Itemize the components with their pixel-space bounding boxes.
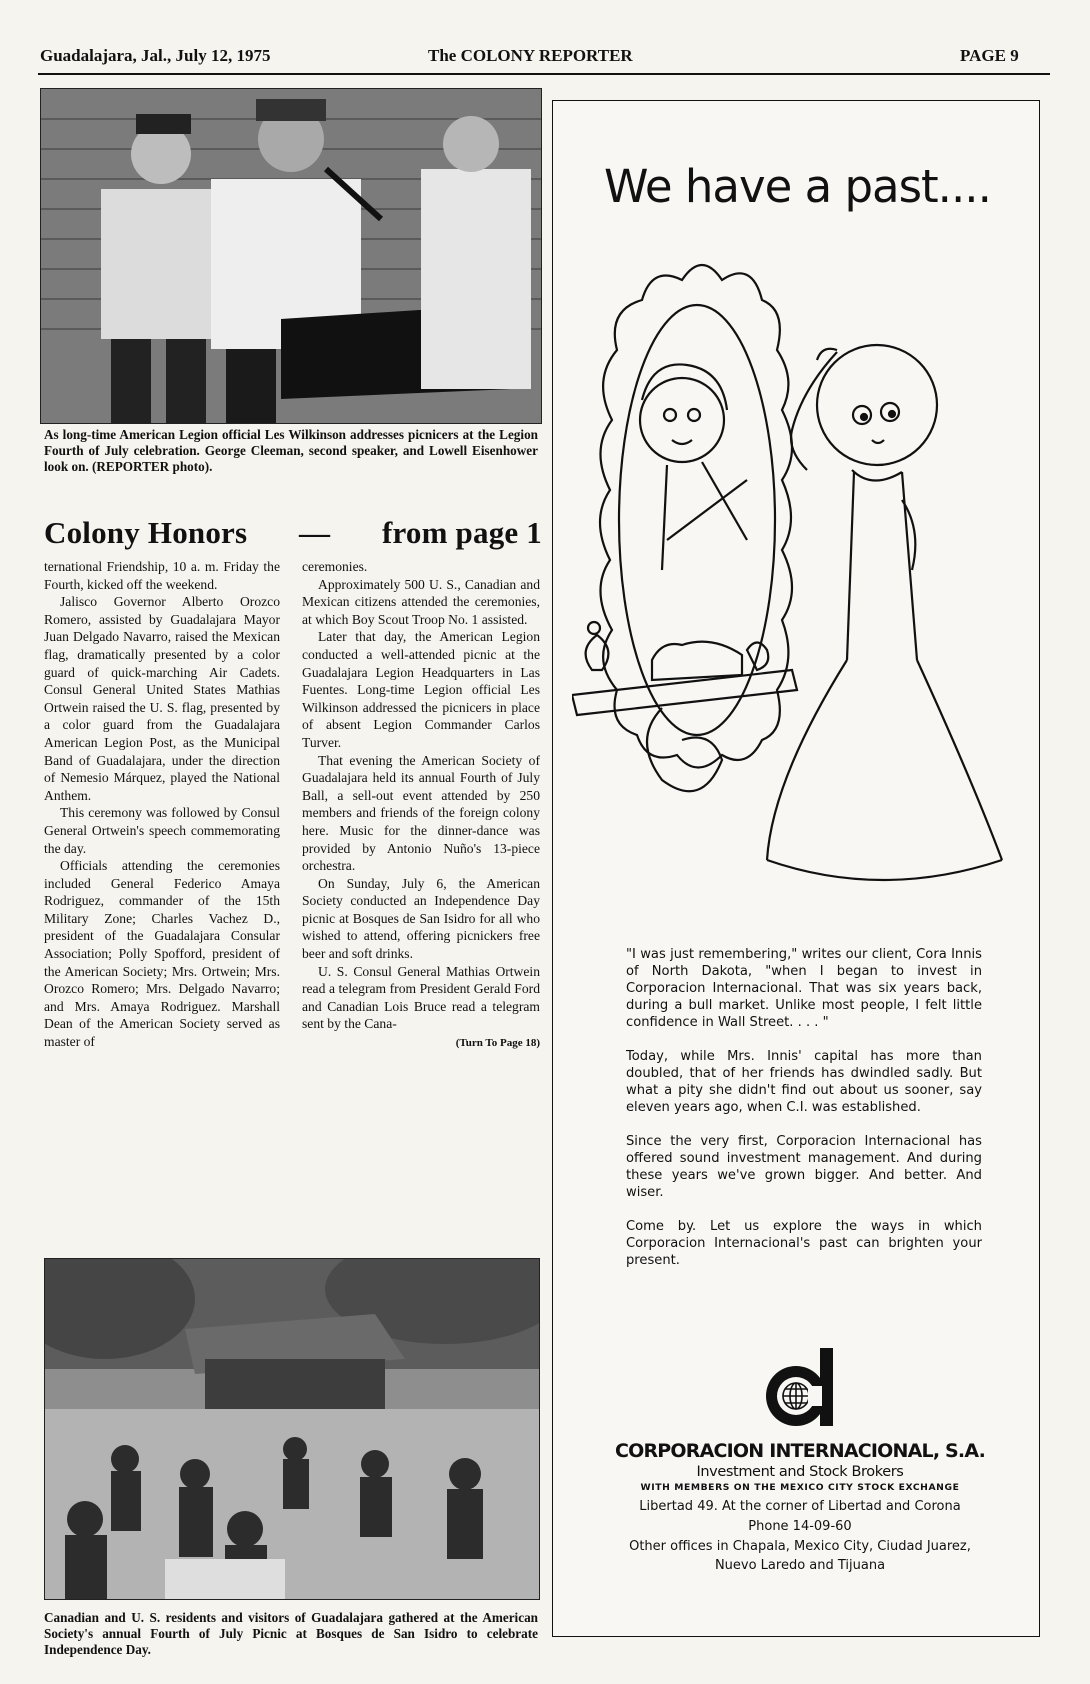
article-headline bbox=[44, 512, 542, 554]
col2-paragraph: Later that day, the American Legion conducted a well-attended picnic at the Guadalajara Legion Headquarters in Las Fuentes. Long-time Legion official Les Wilkinson addressed the picnicers in place of absent Legion Commander Carlos Turver. bbox=[302, 629, 540, 750]
ad-body-text bbox=[626, 946, 982, 1286]
col2-paragraph: That evening the American Society of Guadalajara held its annual Fourth of July Ball, a sell-out event attended by 250 members and friends of the foreign colony here. Music for the dinner-dance was provided by Antonio Nuño's 13-piece orchestra. bbox=[302, 752, 540, 874]
col2-paragraph: Approximately 500 U. S., Canadian and Mexican citizens attended the ceremonies, at which Boy Scout Troop No. 1 assisted. bbox=[302, 576, 540, 627]
headline-right: from page 1 bbox=[381, 515, 542, 550]
headline-dash: — bbox=[299, 515, 331, 550]
col1-paragraph: ternational Friendship, 10 a. m. Friday the Fourth, kicked off the weekend. bbox=[44, 559, 280, 592]
mirror-girl-illustration bbox=[572, 240, 1018, 930]
ad-paragraph: Come by. Let us explore the ways in which Corporacion Internacional's past can brighten your present. bbox=[626, 1219, 982, 1268]
col1-paragraph: This ceremony was followed by Consul General Ortwein's speech commemorating the day. bbox=[44, 805, 280, 856]
firm-name: CORPORACION INTERNACIONAL, S.A. bbox=[614, 1440, 986, 1462]
corporacion-internacional-logo bbox=[764, 1348, 838, 1434]
page-number: PAGE 9 bbox=[960, 46, 1019, 65]
col2-paragraph: U. S. Consul General Mathias Ortwein read a telegram from President Gerald Ford and Canadian Lois Bruce read a telegram sent by the Cana- bbox=[302, 963, 540, 1032]
bottom-photo-caption: Canadian and U. S. residents and visitors of Guadalajara gathered at the American Society's annual Fourth of July Picnic at Bosques de San Isidro to celebrate Independence Day. bbox=[44, 1610, 538, 1657]
picnic-crowd-photo bbox=[44, 1258, 540, 1600]
col1-paragraph: Officials attending the ceremonies included General Federico Amaya Rodriguez, commander of the 15th Military Zone; Charles Vachez D., president of the Guadalajara Consular Association; Polly Spofford, president of the American Society; Mrs. Ortwein; Mrs. Orozco Romero; Mrs. Delgado Navarro; and Mrs. Amaya Rodriguez. Marshall Dean of the American Society served as master of bbox=[44, 858, 280, 1050]
masthead: The COLONY REPORTER bbox=[428, 46, 633, 65]
article-column-2 bbox=[302, 558, 540, 1053]
ad-paragraph: Today, while Mrs. Innis' capital has more than doubled, that of her friends has dwindled sadly. But what a pity she didn't find out about us sooner, say eleven years ago, when C.I. was established. bbox=[626, 1049, 982, 1115]
firm-address: Libertad 49. At the corner of Libertad and Corona bbox=[639, 1499, 961, 1514]
col2-paragraph: ceremonies. bbox=[302, 559, 368, 574]
firm-type: Investment and Stock Brokers bbox=[696, 1464, 904, 1480]
ad-headline: We have a past.... bbox=[604, 160, 991, 213]
firm-offices-line-2: Nuevo Laredo and Tijuana bbox=[714, 1558, 886, 1573]
firm-offices-line-1: Other offices in Chapala, Mexico City, Ciudad Juarez, bbox=[629, 1539, 971, 1554]
firm-phone: Phone 14-09-60 bbox=[748, 1519, 852, 1534]
dateline: Guadalajara, Jal., July 12, 1975 bbox=[40, 46, 271, 65]
turn-to-page: (Turn To Page 18) bbox=[455, 1037, 540, 1050]
top-photo-caption: As long-time American Legion official Les Wilkinson addresses picnicers at the Legion Fourth of July celebration. George Cleeman, second speaker, and Lowell Eisenhower look on. (REPORTER photo). bbox=[44, 427, 538, 474]
legion-speakers-photo bbox=[40, 88, 542, 424]
ad-paragraph: Since the very first, Corporacion Internacional has offered sound investment management. And during these years we've grown bigger. And better. And wiser. bbox=[626, 1134, 982, 1200]
ad-paragraph: "I was just remembering," writes our client, Cora Innis of North Dakota, "when I began to invest in Corporacion Internacional. That was six years back, during a bull market. Unlike most people, I felt little confidence in Wall Street. . . . " bbox=[626, 947, 982, 1030]
legion-speakers-illustration bbox=[41, 89, 541, 423]
picnic-crowd-illustration bbox=[45, 1259, 539, 1599]
header-rule bbox=[38, 73, 1050, 75]
article-column-1 bbox=[44, 558, 280, 1051]
col2-paragraph: On Sunday, July 6, the American Society conducted an Independence Day picnic at Bosques de San Isidro for all who wished to attend, offering picnickers free beer and soft drinks. bbox=[302, 875, 540, 962]
ci-globe-icon bbox=[764, 1348, 838, 1434]
headline-left: Colony Honors bbox=[44, 515, 248, 550]
firm-members: WITH MEMBERS ON THE MEXICO CITY STOCK EXCHANGE bbox=[640, 1482, 960, 1493]
col1-paragraph: Jalisco Governor Alberto Orozco Romero, assisted by Guadalajara Mayor Juan Delgado Navarro, raised the Mexican flag, dramatically presented by a color guard of quick-marching Air Cadets. Consul General United States Mathias Ortwein raised the U. S. flag, presented by a color guard from the Guadalajara American Legion Post, as the Municipal Band of Guadalajara, under the direction of Nemesio Márquez, played the National Anthem. bbox=[44, 594, 280, 803]
